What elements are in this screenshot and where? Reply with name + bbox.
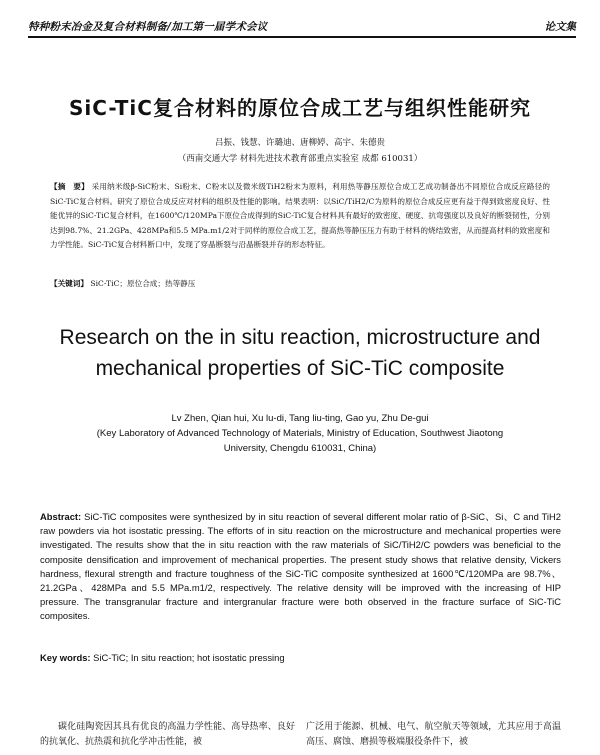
english-keywords — [40, 652, 560, 663]
body-column-left: 碳化硅陶瓷因其具有优良的高温力学性能、高导热率、良好的抗氧化、抗热震和抗化学冲击性能，被 — [40, 722, 295, 747]
chinese-affiliation: （西南交通大学 材料先进技术教育部重点实验室 成都 610031） — [177, 154, 423, 164]
running-header — [28, 18, 576, 38]
chinese-keywords — [50, 278, 550, 289]
chinese-keywords-label: 【关键词】 — [50, 279, 88, 288]
english-abstract-label: Abstract: — [40, 511, 82, 522]
english-title: Research on the in situ reaction, microstructure and mechanical properties of SiC-TiC composite — [59, 326, 541, 380]
chinese-abstract-text: 采用纳米级β-SiC粉末、Si粉末、C粉末以及微米级TiH2粉末为原料，利用热等静压原位合成工艺成功制备出不同原位合成反应路径的SiC-TiC复合材料。研究了原位合成反应对材料的组织及性能的影响。结果表明：以SiC/TiH2/C为原料的原位合成反应更有益于得到致密度良好、性能优异的SiC-TiC复合材料，在1600℃/120MPa下原位合成得到的SiC-TiC复合材料具有最好的致密度、硬度、抗弯强度以及良好的断裂韧性，分别达到98.7%、21.2GPa、428MPa和5.5 MPa.m1/2对于同样的原位合成工艺，提高热等静压压力有助于材料的烧结致密，从而提高材料的致密度和力学性能。SiC-TiC复合材料断口中，发现了穿晶断裂与沿晶断裂并存的形态特征。 — [50, 182, 551, 250]
english-abstract — [40, 510, 561, 624]
chinese-authors: 吕振、钱慧、许璐迪、唐柳婷、高宇、朱德贵 — [214, 138, 385, 148]
english-abstract-text: SiC-TiC composites were synthesized by in situ reaction of several different molar ratio of β-SiC、Si、C and TiH2 raw powders via hot isostatic pressing. The efforts of in situ reaction on the microstructure and mechanical properties were investigated. The results show that the in situ reaction with the raw materials of SiC/TiH2/C powders was beneficial to the composite densification and improvement of mechanical properties. The present study shows that relative density, Vickers hardness, flexural strength and fracture toughness of the SiC-TiC composite synthesized at 1600℃/120MPa are 98.7%、21.2GPa、428MPa and 5.5 MPa.m1/2, respectively. The relative density will be improved with the increasing of HIP pressure. The transgranular fracture and intergranular fracture were both observed in the fracture surface of SiC-TiC composites. — [40, 511, 562, 622]
chinese-title: SiC-TiC复合材料的原位合成工艺与组织性能研究 — [69, 96, 531, 120]
body-column-right: 广泛用于能源、机械、电气、航空航天等领域，尤其应用于高温高压、腐蚀、磨损等极端服役条件下，被 — [306, 722, 561, 747]
chinese-abstract-label: 【摘 要】 — [50, 182, 89, 191]
english-keywords-text: SiC-TiC; In situ reaction; hot isostatic pressing — [93, 652, 285, 663]
english-affiliation: (Key Laboratory of Advanced Technology of Materials, Ministry of Education, Southwest Jiaotong University, Chengdu 610031, China) — [96, 428, 504, 454]
chinese-keywords-text: SiC-TiC；原位合成；热等静压 — [90, 279, 196, 288]
english-authors: Lv Zhen, Qian hui, Xu lu-di, Tang liu-ting, Gao yu, Zhu De-gui — [171, 413, 429, 424]
chinese-abstract — [50, 180, 550, 253]
header-conference-title: 特种粉末冶金及复合材料制备/加工第一届学术会议 — [28, 21, 268, 33]
header-section-label: 论文集 — [544, 21, 576, 33]
english-keywords-label: Key words: — [40, 652, 91, 663]
